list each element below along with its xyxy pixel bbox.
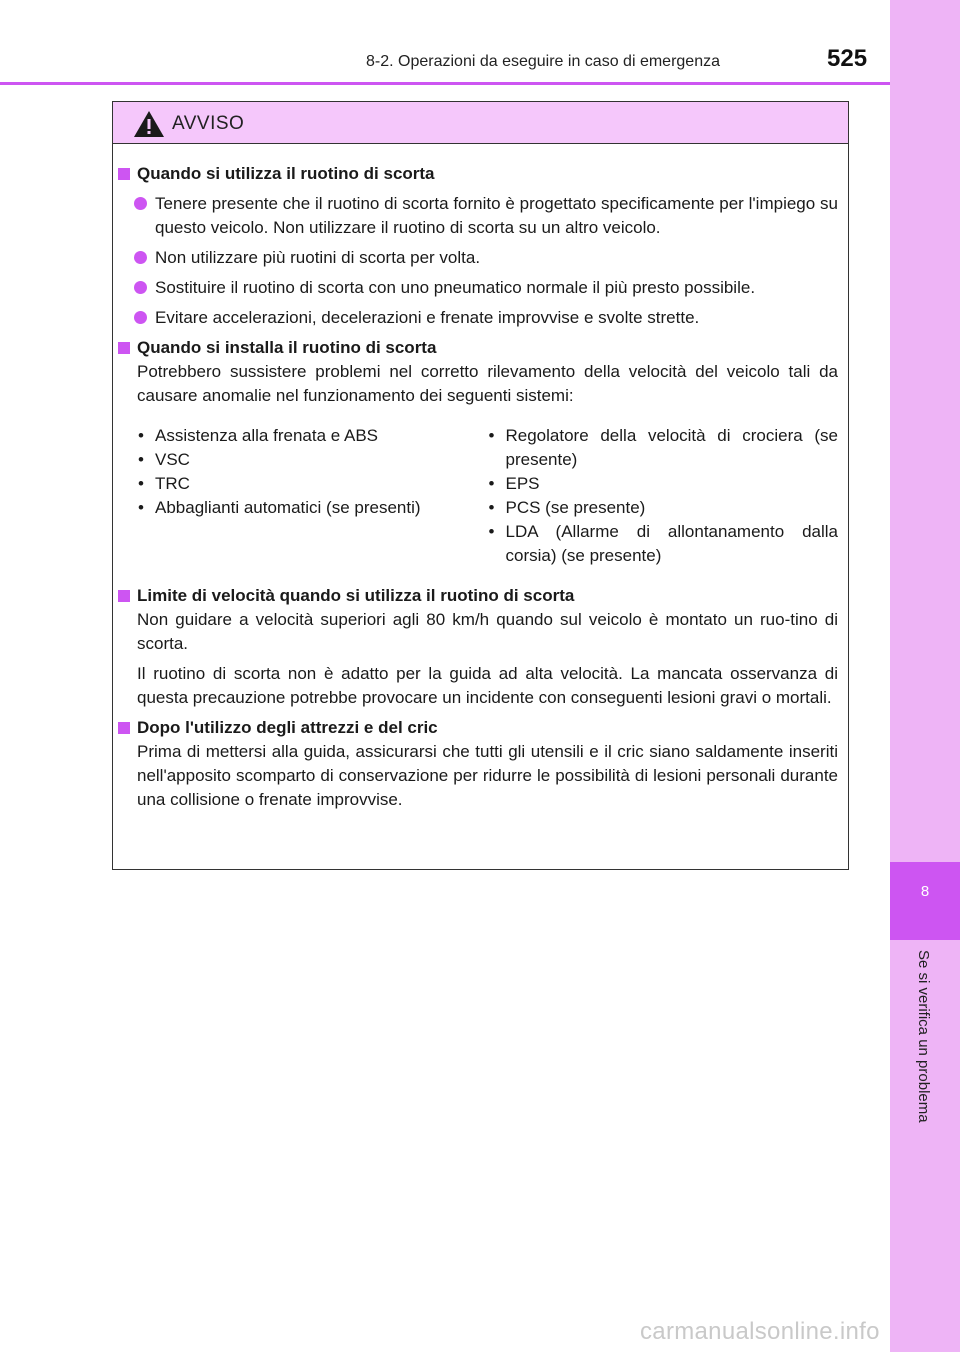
- paragraph: Il ruotino di scorta non è adatto per la guida ad alta velocità. La mancata osservanza di questa precauzione potrebbe provocare un incidente con conseguenti lesioni gravi o mortali.: [137, 664, 838, 707]
- chapter-number: 8: [920, 883, 930, 900]
- round-bullet-icon: [134, 197, 147, 210]
- list-item: • TRC: [138, 474, 190, 493]
- warning-label: AVVISO: [172, 113, 245, 134]
- warning-triangle-icon: [133, 110, 165, 138]
- round-bullet-icon: [134, 281, 147, 294]
- chapter-sidebar: [890, 0, 960, 1352]
- section-title: Limite di velocità quando si utilizza il ruotino di scorta: [118, 584, 838, 608]
- section-title: Dopo l'utilizzo degli attrezzi e del cric: [118, 716, 838, 740]
- list-item: Evitare accelerazioni, decelerazioni e frenate improvvise e svolte strette.: [134, 306, 838, 330]
- paragraph: Potrebbero sussistere problemi nel corretto rilevamento della velocità del veicolo tali da causare anomalie nel funzionamento dei seguenti sistemi:: [137, 362, 838, 405]
- chapter-tab: [890, 862, 960, 940]
- square-bullet-icon: [118, 168, 130, 180]
- list-item: • VSC: [138, 450, 190, 469]
- warning-header: [113, 102, 848, 144]
- list-item: • PCS (se presente): [488, 498, 646, 517]
- chapter-title: Se si verifica un problema: [915, 950, 932, 1123]
- square-bullet-icon: [118, 722, 130, 734]
- list-item: • EPS: [488, 474, 540, 493]
- header-rule: [0, 82, 890, 85]
- section-title: Quando si installa il ruotino di scorta: [118, 336, 838, 360]
- watermark: carmanualsonline.info: [640, 1318, 880, 1345]
- systems-list: [137, 424, 838, 568]
- list-item: Non utilizzare più ruotini di scorta per volta.: [134, 246, 838, 270]
- square-bullet-icon: [118, 590, 130, 602]
- list-item: • Abbaglianti automatici (se presenti): [138, 498, 421, 517]
- list-item: • LDA (Allarme di allontanamento dalla corsia) (se presente): [488, 522, 838, 565]
- section-title: Quando si utilizza il ruotino di scorta: [118, 162, 838, 186]
- round-bullet-icon: [134, 251, 147, 264]
- list-item: • Regolatore della velocità di crociera (se presente): [488, 426, 838, 469]
- list-item: • Assistenza alla frenata e ABS: [138, 426, 379, 445]
- list-item: Tenere presente che il ruotino di scorta fornito è progettato specificamente per l'impiego su questo veicolo. Non utilizzare il ruotino di scorta su un altro veicolo.: [134, 192, 838, 240]
- paragraph: Non guidare a velocità superiori agli 80 km/h quando sul veicolo è montato un ruo-tino di scorta.: [137, 610, 838, 653]
- systems-list-right: [488, 424, 839, 568]
- square-bullet-icon: [118, 342, 130, 354]
- section-header: 8-2. Operazioni da eseguire in caso di emergenza: [366, 53, 720, 70]
- systems-list-left: [137, 424, 488, 568]
- warning-box: [112, 101, 849, 870]
- round-bullet-icon: [134, 311, 147, 324]
- list-item: Sostituire il ruotino di scorta con uno pneumatico normale il più presto possibile.: [134, 276, 838, 300]
- paragraph: Prima di mettersi alla guida, assicurarsi che tutti gli utensili e il cric siano saldamente inseriti nell'apposito scomparto di conservazione per ridurre le possibilità di lesioni personali durante una collisione o frenate improvvise.: [137, 742, 838, 809]
- page-number: 525: [827, 45, 868, 72]
- warning-body: [113, 144, 848, 812]
